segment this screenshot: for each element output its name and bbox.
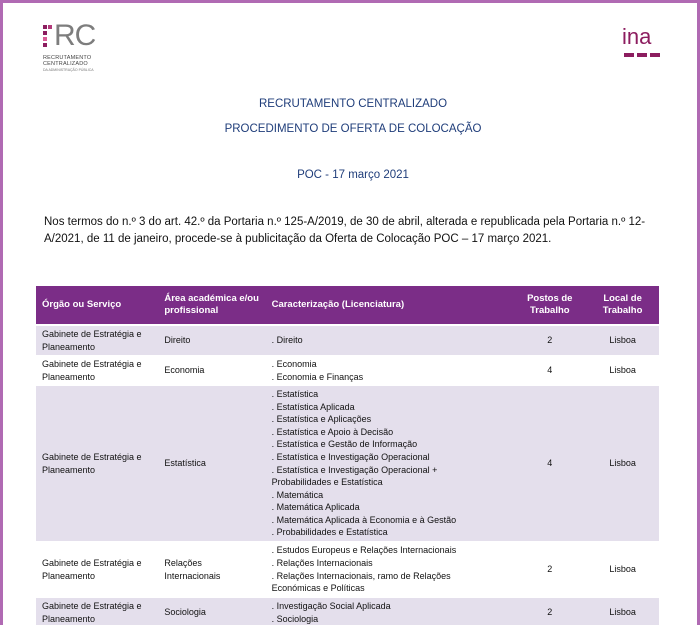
cell-local: Lisboa <box>586 542 659 597</box>
caracterizacao-item: . Relações Internacionais <box>271 557 373 568</box>
rc-logo-text: RC <box>54 19 96 52</box>
caracterizacao-item: . Economia e Finanças <box>271 371 364 382</box>
cell-local: Lisboa <box>586 356 659 385</box>
ina-logo-text: ina <box>622 24 652 49</box>
cell-postos: 4 <box>513 385 586 542</box>
caracterizacao-item: . Estatística e Investigação Operacional <box>271 451 430 462</box>
cell-orgao: Gabinete de Estratégia e Planeamento <box>36 597 158 625</box>
cell-area: Economia <box>158 356 265 385</box>
caracterizacao-item: . Estatística e Investigação Operacional + <box>271 464 438 475</box>
page-title: RECRUTAMENTO CENTRALIZADO <box>258 98 448 110</box>
cell-local: Lisboa <box>586 597 659 625</box>
cell-area: Relações Internacionais <box>158 542 265 597</box>
ina-logo-bars-icon <box>624 53 660 57</box>
cell-orgao: Gabinete de Estratégia e Planeamento <box>36 325 158 356</box>
cell-orgao: Gabinete de Estratégia e Planeamento <box>36 385 158 542</box>
caracterizacao-item: . Estudos Europeus e Relações Internacionais <box>271 545 457 556</box>
cell-local: Lisboa <box>586 385 659 542</box>
caracterizacao-item: . Estatística e Apoio à Decisão <box>271 426 394 437</box>
rc-logo-subtitle: RECRUTAMENTO CENTRALIZADO <box>43 55 92 67</box>
table-row <box>36 385 659 542</box>
table-row <box>36 542 659 597</box>
caracterizacao-item: . Probabilidades e Estatística <box>271 527 388 538</box>
cell-local: Lisboa <box>586 325 659 356</box>
col-header-caracterizacao: Caracterização (Licenciatura) <box>266 286 514 325</box>
page-subtitle: PROCEDIMENTO DE OFERTA DE COLOCAÇÃO <box>224 123 482 135</box>
offers-table <box>36 286 659 625</box>
cell-postos: 2 <box>513 542 586 597</box>
intro-paragraph: Nos termos do n.º 3 do art. 42.º da Portaria n.º 125-A/2019, de 30 de abril, alterada e republicada pela Portaria n.º 12-A/2021, de 11 de janeiro, procede-se à publicitação da Oferta de Colocação POC – 17 março 2021. <box>44 216 646 245</box>
caracterizacao-item: . Estatística e Aplicações <box>271 414 372 425</box>
cell-caracterizacao <box>266 385 514 542</box>
col-header-area: Área académica e/ou profissional <box>158 286 265 325</box>
cell-caracterizacao <box>266 597 514 625</box>
cell-postos: 2 <box>513 597 586 625</box>
rc-logo-caption: DA ADMINISTRAÇÃO PÚBLICA <box>43 68 94 72</box>
col-header-postos: Postos de Trabalho <box>513 286 586 325</box>
table-row <box>36 356 659 385</box>
cell-caracterizacao <box>266 356 514 385</box>
caracterizacao-item: . Direito <box>271 335 303 346</box>
cell-orgao: Gabinete de Estratégia e Planeamento <box>36 356 158 385</box>
caracterizacao-item: . Investigação Social Aplicada <box>271 600 391 611</box>
cell-area: Estatística <box>158 385 265 542</box>
caracterizacao-item: . Estatística Aplicada <box>271 401 355 412</box>
caracterizacao-item: . Sociologia <box>271 613 319 624</box>
table-row <box>36 597 659 625</box>
caracterizacao-item: Probabilidades e Estatística <box>271 477 383 488</box>
table-header-row <box>36 286 659 325</box>
table-row <box>36 325 659 356</box>
cell-postos: 2 <box>513 325 586 356</box>
caracterizacao-item: . Matemática Aplicada <box>271 502 360 513</box>
caracterizacao-item: . Economia <box>271 358 317 369</box>
cell-postos: 4 <box>513 356 586 385</box>
cell-area: Sociologia <box>158 597 265 625</box>
caracterizacao-item: . Relações Internacionais, ramo de Relações <box>271 570 451 581</box>
cell-area: Direito <box>158 325 265 356</box>
rc-logo-mark-icon <box>43 25 53 49</box>
caracterizacao-item: Económicas e Políticas <box>271 583 365 594</box>
col-header-orgao: Órgão ou Serviço <box>36 286 158 325</box>
caracterizacao-item: . Matemática Aplicada à Economia e à Gestão <box>271 514 457 525</box>
col-header-local: Local de Trabalho <box>586 286 659 325</box>
caracterizacao-item: . Estatística e Gestão de Informação <box>271 439 418 450</box>
cell-orgao: Gabinete de Estratégia e Planeamento <box>36 542 158 597</box>
caracterizacao-item: . Estatística <box>271 388 319 399</box>
date-line: POC - 17 março 2021 <box>297 169 409 181</box>
rc-logo <box>43 19 123 75</box>
ina-logo <box>622 24 662 63</box>
cell-caracterizacao <box>266 325 514 356</box>
caracterizacao-item: . Matemática <box>271 489 324 500</box>
cell-caracterizacao <box>266 542 514 597</box>
